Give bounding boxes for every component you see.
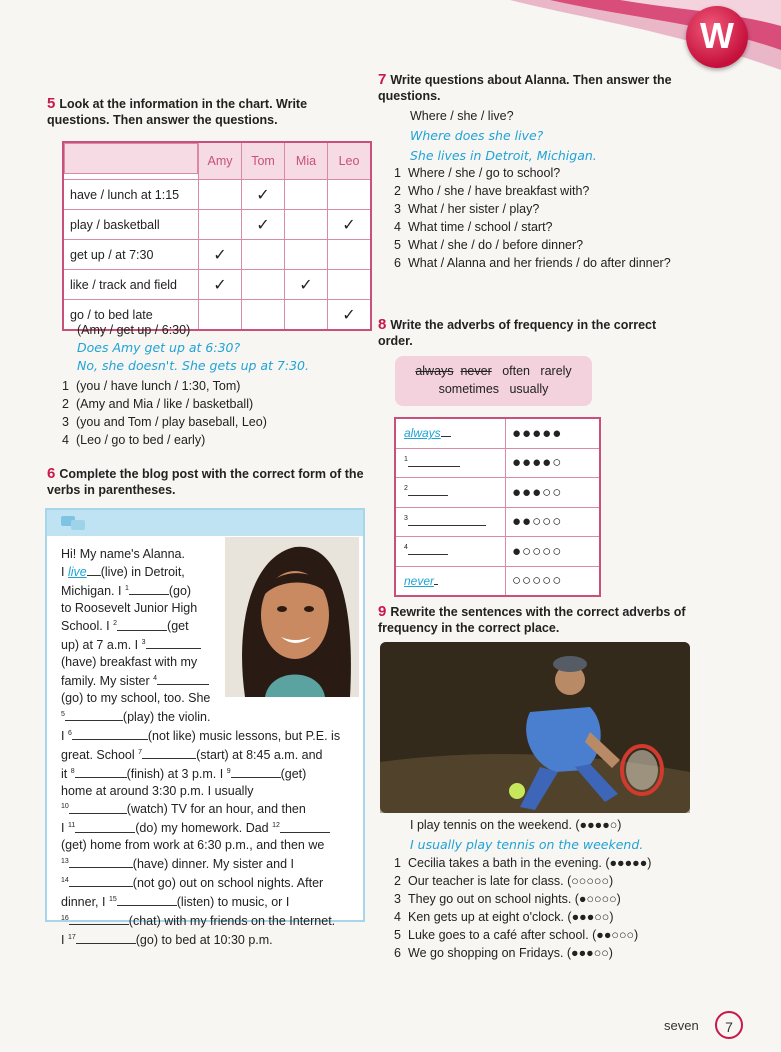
list-item: 5 Luke goes to a café after school. (●●○○○) (394, 928, 639, 942)
ex7-example: Where / she / live? Where does she live? She lives in Detroit, Michigan. (410, 109, 597, 163)
list-item: 6 What / Alanna and her friends / do after dinner? (394, 256, 671, 270)
col-amy: Amy (199, 142, 242, 180)
ex9-example: I play tennis on the weekend. (●●●●○) I usually play tennis on the weekend. (410, 818, 644, 852)
blog-header-bar (47, 510, 363, 536)
col-mia: Mia (285, 142, 328, 180)
ex9-title: 9 Rewrite the sentences with the correct adverbs of frequency in the correct place. (378, 603, 686, 635)
ex9-items (394, 854, 734, 962)
list-item: 3 (you and Tom / play baseball, Leo) (62, 415, 267, 429)
table-row: $^2$ ●●●○○ (395, 478, 600, 508)
list-item: 6 We go shopping on Fridays. (●●●○○) (394, 946, 613, 960)
list-item: 4 Ken gets up at eight o'clock. (●●●○○) (394, 910, 614, 924)
chart-row: have / lunch at 1:15 ✓ (63, 180, 371, 210)
chart-row: go / to bed late ✓ (63, 300, 371, 331)
col-leo: Leo (328, 142, 372, 180)
table-row: never ○○○○○ (395, 566, 600, 596)
ex5-example: (Amy / get up / 6:30) Does Amy get up at 6:30? No, she doesn't. She gets up at 7:30. (77, 323, 309, 373)
frequency-table (394, 417, 601, 597)
table-row: $^1$ ●●●●○ (395, 448, 600, 478)
chat-bubble-icon (59, 512, 89, 536)
list-item: 2 Who / she / have breakfast with? (394, 184, 590, 198)
girl-photo (225, 537, 359, 697)
chart-row: like / track and field ✓ ✓ (63, 270, 371, 300)
list-item: 3 What / her sister / play? (394, 202, 540, 216)
ex7-title: 7 Write questions about Alanna. Then answer the questions. (378, 71, 672, 103)
list-item: 1 Cecilia takes a bath in the evening. (●●●●●) (394, 856, 652, 870)
page-number: 7 (715, 1011, 743, 1039)
list-item: 1 Where / she / go to school? (394, 166, 561, 180)
list-item: 4 What time / school / start? (394, 220, 553, 234)
word-box: always never often rarely sometimes usually (395, 356, 592, 406)
chart-row: get up / at 7:30 ✓ (63, 240, 371, 270)
col-tom: Tom (242, 142, 285, 180)
ex7-items (394, 164, 734, 272)
ex5-chart (62, 141, 372, 331)
ex5-items (62, 377, 342, 449)
list-item: 2 Our teacher is late for class. (○○○○○) (394, 874, 614, 888)
chart-row: play / basketball ✓ ✓ (63, 210, 371, 240)
table-row: always ●●●●● (395, 418, 600, 448)
ex5-title: 5 Look at the information in the chart. Write questions. Then answer the questions. (47, 95, 308, 127)
table-row: $^3$ ●●○○○ (395, 507, 600, 537)
unit-badge: W (686, 6, 748, 68)
page-word: seven (664, 1018, 699, 1033)
list-item: 1 (you / have lunch / 1:30, Tom) (62, 379, 241, 393)
blog-text: Hi! My name's Alanna. I live (live) in Detroit, Michigan. I $^1$ (go) to Roosevelt Junior High School. I $^2$ (get up) at 7 a.m. I $^3$ (have) breakfast with my family. My sister $^4$ (go) to my school, too. She $^5$ (play) the violin. I $^6$ (not like) music lessons, but P.E. is great. School $^7$ (start) at 8:45 a.m. and it $^8$ (finish) at 3 p.m. I $^9$ (get) home at around 3:30 p.m. I usually $^{10}$ (watch) TV for an hour, and then I $^{11}$ (do) my homework. Dad $^{12}$ (get) home from work at 6:30 p.m., and then we $^{13}$ (have) dinner. My sister and I $^{14}$ (not go) out on school nights. After dinner, I $^{15}$ (listen) to music, or I $^{16}$ (chat) with my friends on the Internet. I $^{17}$ (go) to bed at 10:30 p.m. (61, 547, 341, 948)
list-item: 4 (Leo / go to bed / early) (62, 433, 206, 447)
list-item: 3 They go out on school nights. (●○○○○) (394, 892, 621, 906)
list-item: 5 What / she / do / before dinner? (394, 238, 584, 252)
table-row: $^4$ ●○○○○ (395, 537, 600, 567)
ex8-title: 8 Write the adverbs of frequency in the correct order. (378, 316, 657, 348)
ex6-title: 6 Complete the blog post with the correct form of the verbs in parentheses. (47, 465, 364, 497)
list-item: 2 (Amy and Mia / like / basketball) (62, 397, 254, 411)
tennis-player-photo (380, 642, 690, 813)
